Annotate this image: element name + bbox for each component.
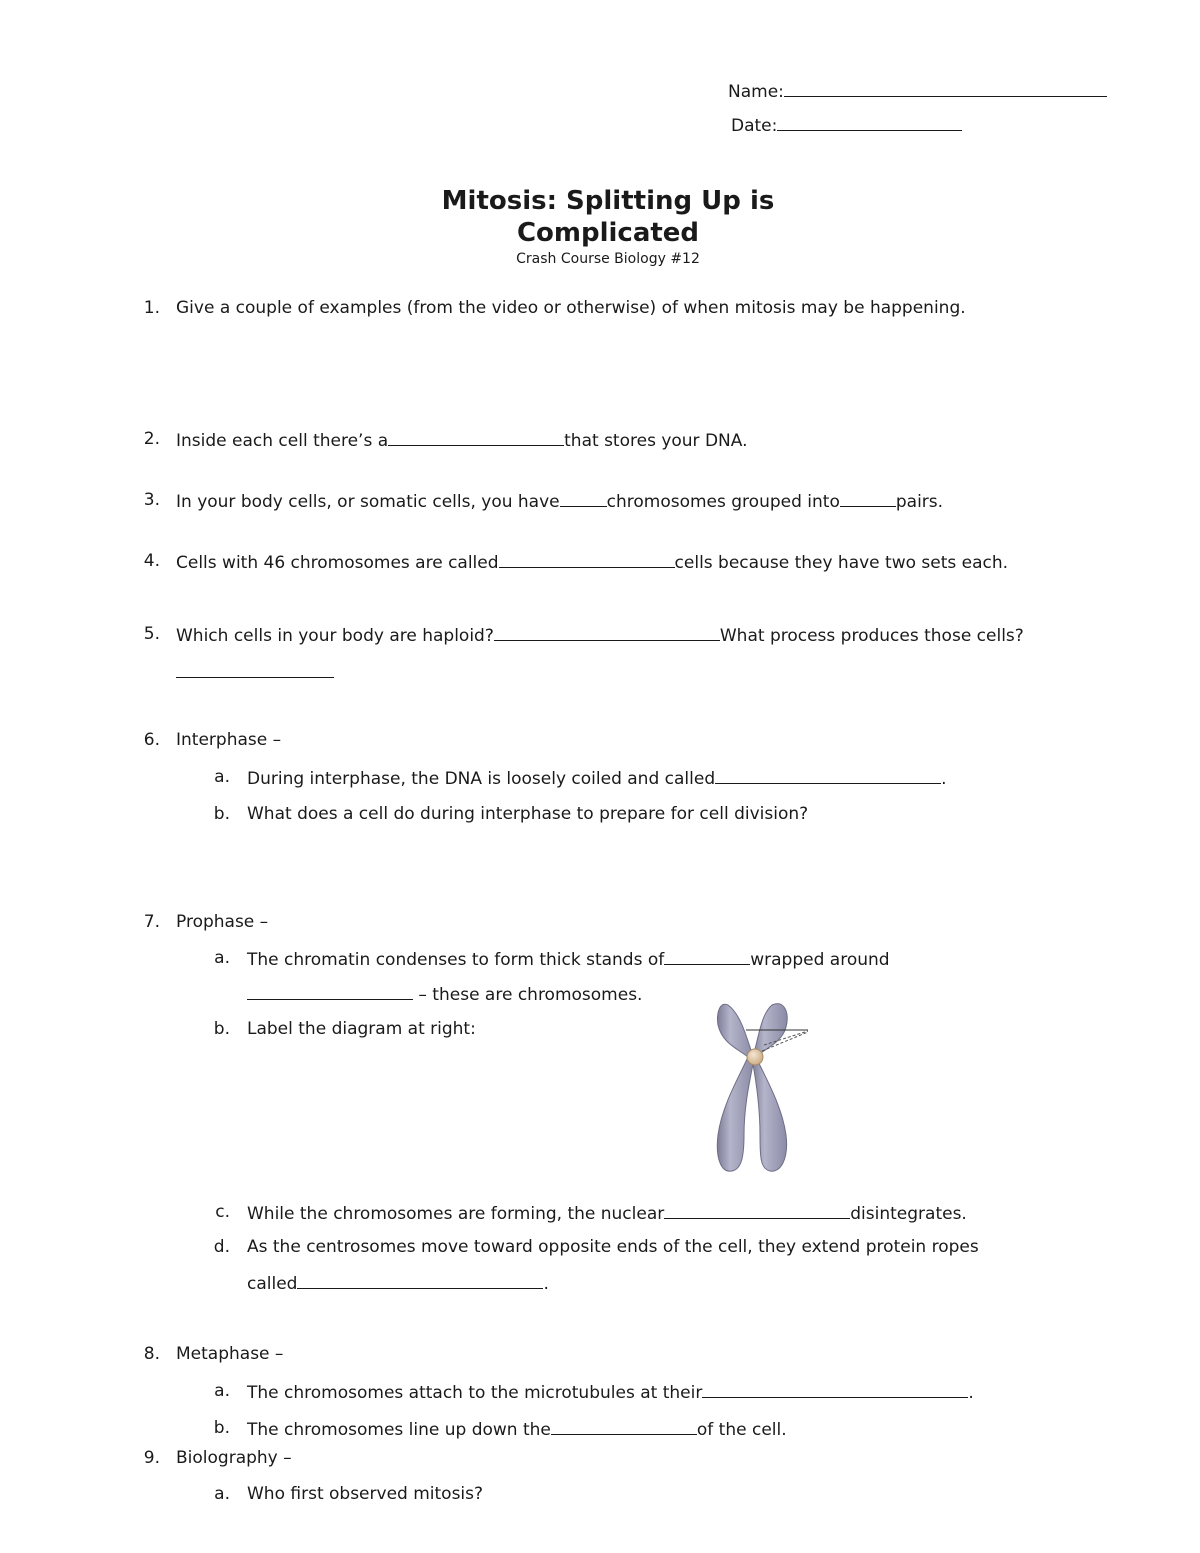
q8b-letter: b.: [213, 1418, 230, 1438]
page-title-line2: Complicated: [516, 218, 700, 248]
q7d-pre2: called: [247, 1274, 298, 1294]
q7d-text: As the centrosomes move toward opposite ends of the cell, they extend protein ropes: [247, 1237, 979, 1257]
q7-heading: Prophase –: [176, 912, 269, 932]
q7a-letter: a.: [214, 948, 230, 968]
q3-pre: In your body cells, or somatic cells, you have: [176, 492, 560, 512]
q6a-blank[interactable]: [715, 767, 941, 784]
q2-number: 2.: [143, 429, 160, 449]
q3-blank-1[interactable]: [560, 490, 607, 507]
q5-blank-2[interactable]: [176, 661, 334, 678]
q5-line2: [176, 661, 334, 683]
q7d-post2: .: [543, 1274, 549, 1294]
q5-post: What process produces those cells?: [719, 626, 1024, 646]
centromere: [747, 1049, 763, 1065]
q9-number: 9.: [143, 1448, 160, 1468]
q9a-letter: a.: [214, 1484, 230, 1504]
page-subtitle: Crash Course Biology #12: [516, 251, 700, 267]
q5-number: 5.: [143, 624, 160, 644]
q8-heading: Metaphase –: [176, 1344, 284, 1364]
chromatid-right: [752, 1004, 787, 1172]
name-blank[interactable]: [784, 80, 1107, 97]
q7a-blank-2[interactable]: [247, 983, 413, 1000]
q9a-text: Who first observed mitosis?: [247, 1484, 484, 1504]
q7d-blank[interactable]: [297, 1272, 543, 1289]
q8a-post: .: [968, 1383, 974, 1403]
q6a-pre: During interphase, the DNA is loosely coiled and called: [247, 769, 716, 789]
q5-blank-1[interactable]: [494, 624, 720, 641]
q6a-letter: a.: [214, 767, 230, 787]
chromosome-diagram: [700, 995, 820, 1180]
q7c-pre: While the chromosomes are forming, the nuclear: [247, 1204, 665, 1224]
q5-pre: Which cells in your body are haploid?: [176, 626, 494, 646]
q7b-letter: b.: [213, 1019, 230, 1039]
q3-mid: chromosomes grouped into: [606, 492, 840, 512]
q3-blank-2[interactable]: [840, 490, 896, 507]
date-blank[interactable]: [777, 114, 962, 131]
q8a-pre: The chromosomes attach to the microtubules at their: [247, 1383, 703, 1403]
q7d-line2: [247, 1272, 549, 1294]
q7a-post: wrapped around: [750, 950, 890, 970]
q8-number: 8.: [143, 1344, 160, 1364]
q7b-text: Label the diagram at right:: [247, 1019, 476, 1039]
q7d-letter: d.: [213, 1237, 230, 1257]
q6-number: 6.: [143, 730, 160, 750]
q6b-text: What does a cell do during interphase to prepare for cell division?: [247, 804, 809, 824]
q2-line: [176, 429, 748, 451]
q8b-pre: The chromosomes line up down the: [247, 1420, 551, 1440]
q8b-blank[interactable]: [551, 1418, 697, 1435]
q7a-line: [247, 948, 890, 970]
chromatid-left: [717, 1004, 754, 1171]
q4-blank[interactable]: [499, 551, 675, 568]
q1-number: 1.: [143, 298, 160, 318]
q2-pre: Inside each cell there’s a: [176, 431, 389, 451]
q1-text: Give a couple of examples (from the video or otherwise) of when mitosis may be happening.: [176, 298, 966, 318]
q2-post: that stores your DNA.: [564, 431, 748, 451]
q7a-line2-text: – these are chromosomes.: [418, 985, 643, 1005]
q6a-line: [247, 767, 947, 789]
q7-number: 7.: [143, 912, 160, 932]
q8b-post: of the cell.: [696, 1420, 787, 1440]
q5-line: [176, 624, 1024, 646]
q8a-blank[interactable]: [702, 1381, 968, 1398]
q2-blank[interactable]: [388, 429, 564, 446]
q8b-line: [247, 1418, 787, 1440]
q4-post: cells because they have two sets each.: [674, 553, 1009, 573]
q7a-blank-1[interactable]: [664, 948, 750, 965]
q3-line: [176, 490, 943, 512]
q7c-letter: c.: [215, 1202, 230, 1222]
q4-pre: Cells with 46 chromosomes are called: [176, 553, 499, 573]
q6b-letter: b.: [213, 804, 230, 824]
q3-post: pairs.: [895, 492, 944, 512]
q8a-line: [247, 1381, 974, 1403]
q3-number: 3.: [143, 490, 160, 510]
q8a-letter: a.: [214, 1381, 230, 1401]
name-label: Name:: [728, 82, 784, 102]
name-field: [728, 80, 1107, 102]
page-title-line1: Mitosis: Splitting Up is: [441, 186, 775, 216]
q6a-post: .: [941, 769, 947, 789]
date-field: [731, 114, 962, 136]
q7c-line: [247, 1202, 967, 1224]
q7c-blank[interactable]: [664, 1202, 850, 1219]
q4-line: [176, 551, 1008, 573]
q6-heading: Interphase –: [176, 730, 282, 750]
q7c-post: disintegrates.: [850, 1204, 967, 1224]
q7a-pre: The chromatin condenses to form thick stands of: [247, 950, 665, 970]
q7a-line2: [247, 983, 642, 1005]
q4-number: 4.: [143, 551, 160, 571]
date-label: Date:: [731, 116, 778, 136]
q9-heading: Biolography –: [176, 1448, 292, 1468]
